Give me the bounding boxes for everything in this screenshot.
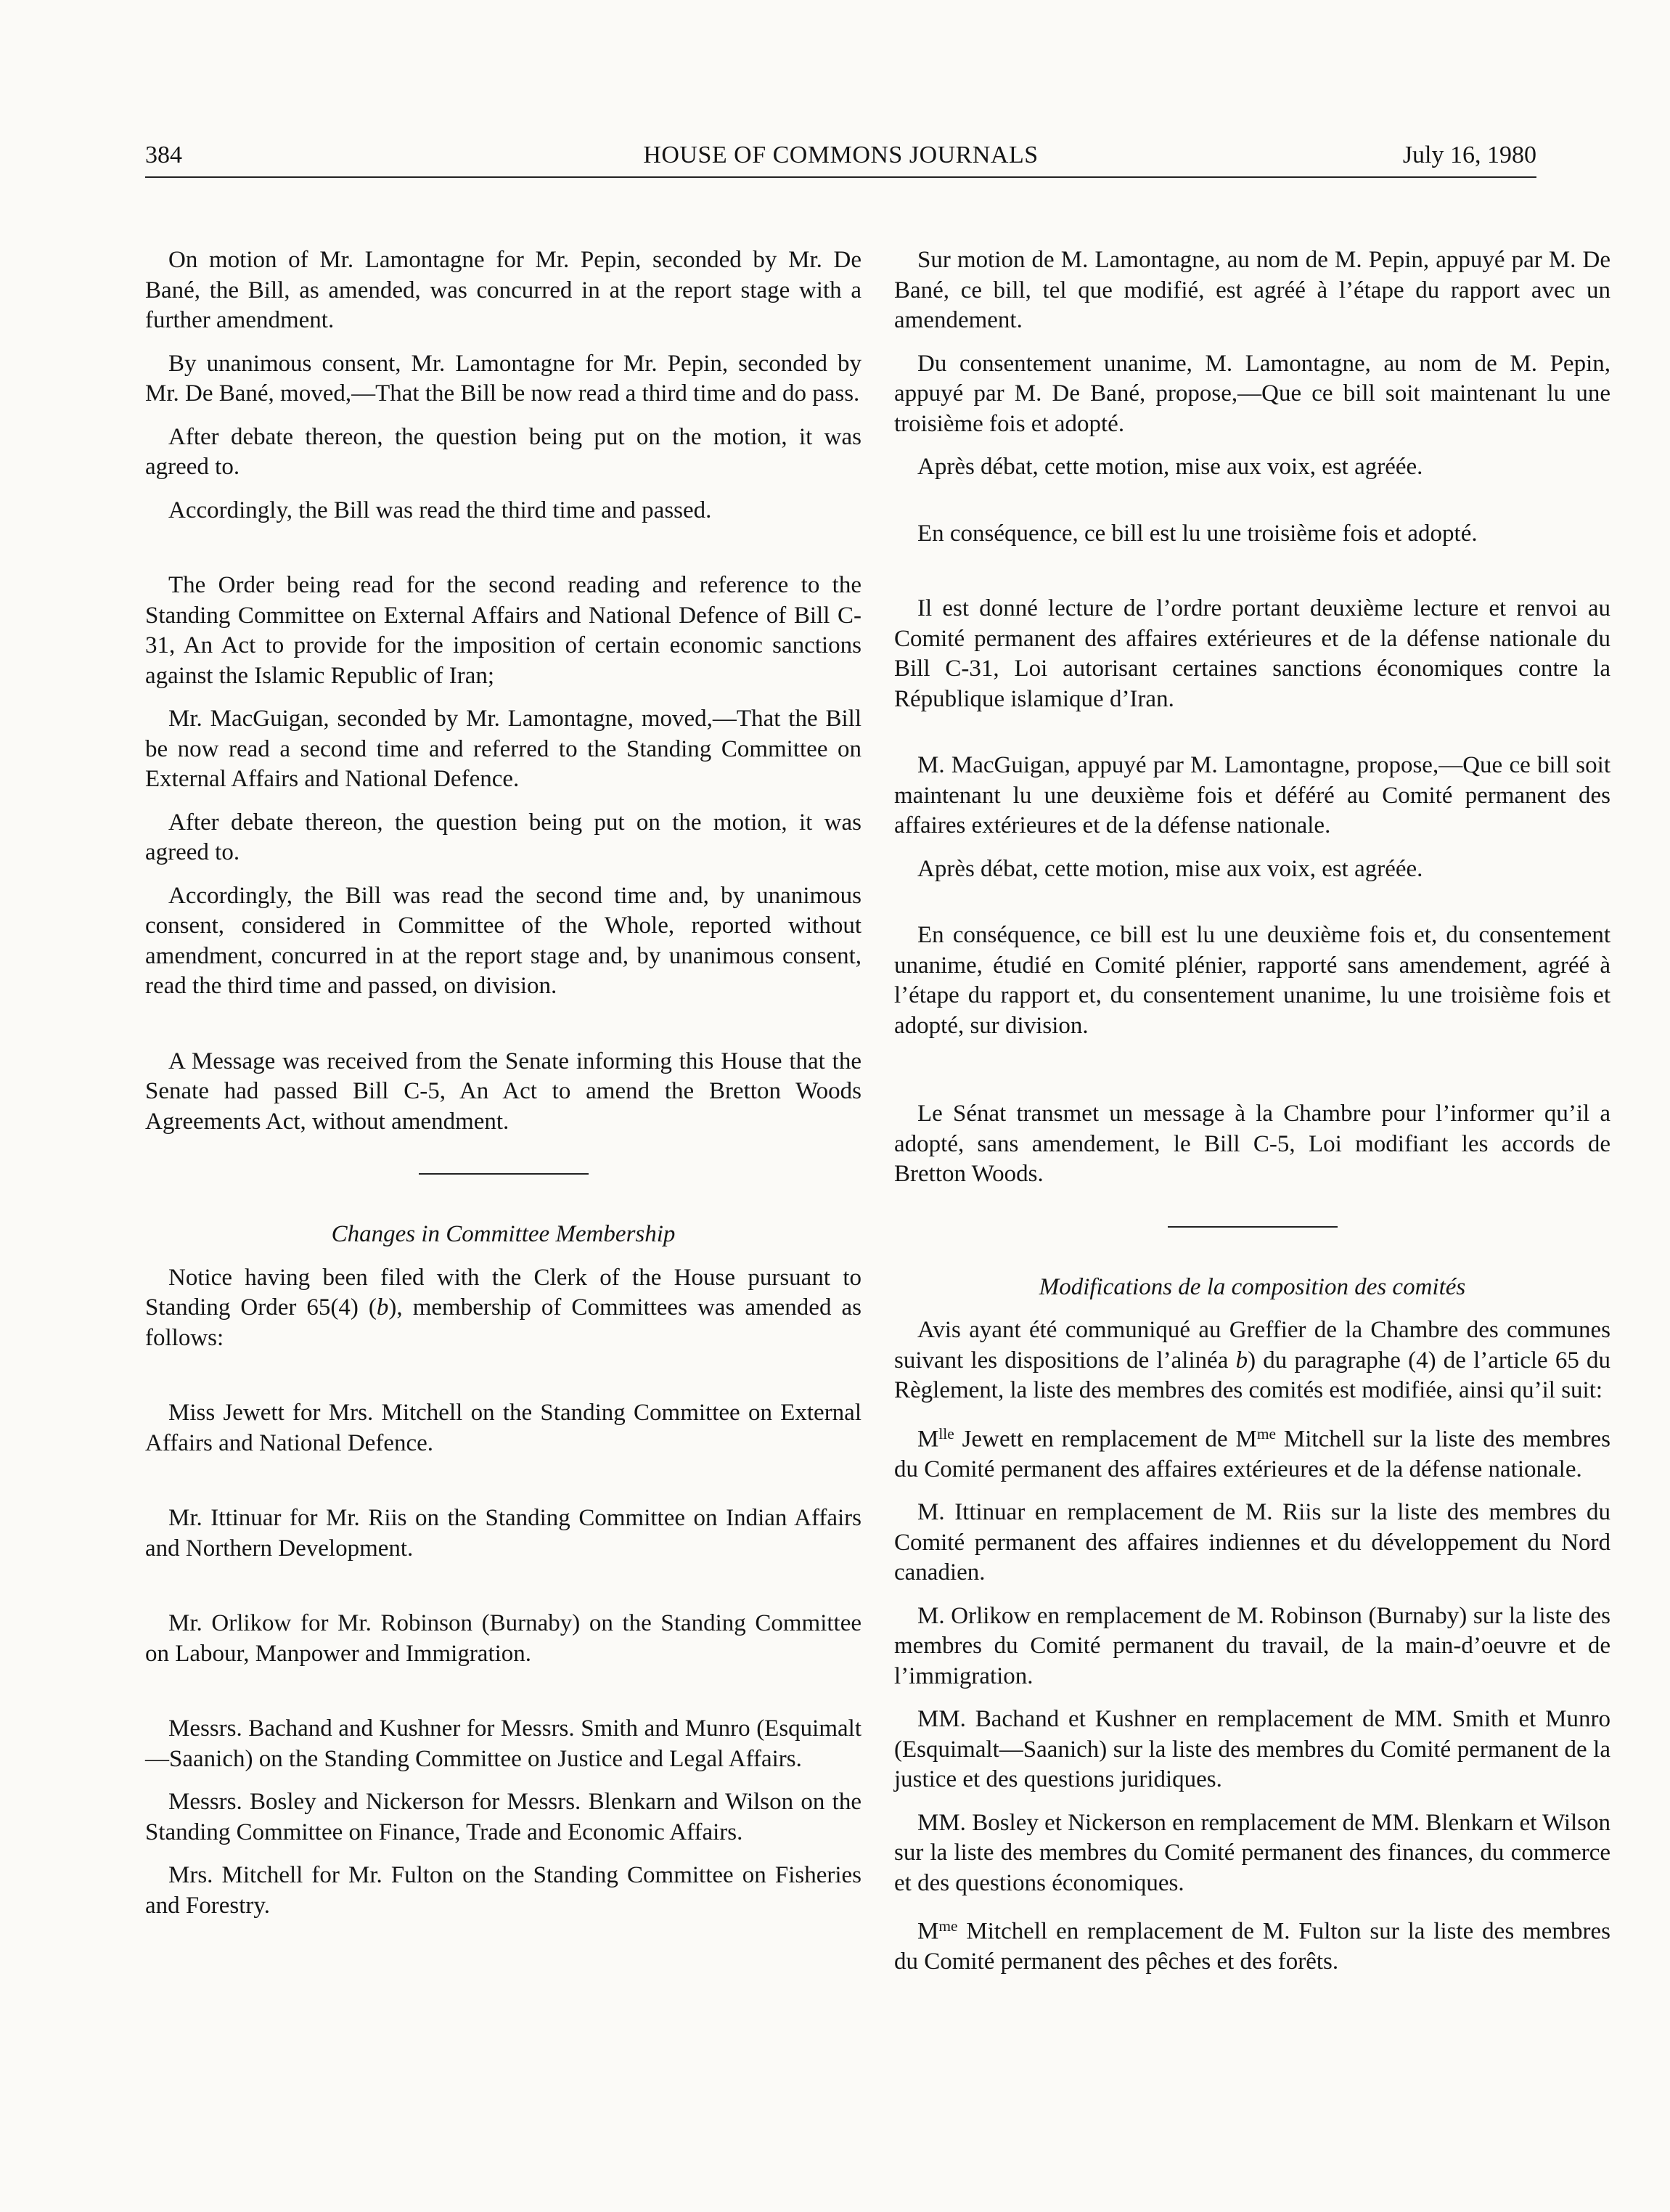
journal-title: HOUSE OF COMMONS JOURNALS [643, 142, 1039, 168]
fr-paragraph-9: Le Sénat transmet un message à la Chambre pour l’informer qu’il a adopté, sans amendement, le Bill C-5, Loi modifiant les accords de Bretton Woods. [894, 1101, 1610, 1187]
en-section-heading: Changes in Committee Membership [331, 1221, 676, 1247]
en-change-3: Mr. Orlikow for Mr. Robinson (Burnaby) on the Standing Committee on Labour, Manpower and Immigration. [145, 1610, 861, 1667]
fr-change-1: $M^{lle}$ Jewett en remplacement de $M^{me}$ Mitchell sur la liste des membres du Comité permanent des affaires extérieures et de la défense nationale. [894, 1424, 1611, 1482]
en-notice: Notice having been filed with the Clerk of the House pursuant to Standing Order 65(4) (b), membership of Committees was amended as follows: [145, 1264, 861, 1351]
fr-paragraph-1: Sur motion de M. Lamontagne, au nom de M. Pepin, appuyé par M. De Bané, ce bill, tel que modifié, est agréé à l’étape du rapport avec un amendement. [894, 247, 1610, 333]
fr-paragraph-7: Après débat, cette motion, mise aux voix, est agréée. [917, 855, 1423, 882]
fr-paragraph-8: En conséquence, ce bill est lu une deuxième fois et, du consentement unanime, étudié en Comité plénier, rapporté sans amendement, agréé à l’étape du rapport et, du consentement unanime, lu une troisième fois et adopté, sur division. [894, 922, 1610, 1039]
en-paragraph-8: Accordingly, the Bill was read the second time and, by unanimous consent, considered in Committee of the Whole, reported without amendment, concurred in at the report stage and, by unanimous consent, read the third time and passed, on division. [145, 882, 861, 999]
fr-change-2: M. Ittinuar en remplacement de M. Riis sur la liste des membres du Comité permanent des affaires indiennes et du développement du Nord canadien. [894, 1499, 1610, 1586]
en-change-6: Mrs. Mitchell for Mr. Fulton on the Standing Committee on Fisheries and Forestry. [145, 1862, 861, 1919]
en-change-2: Mr. Ittinuar for Mr. Riis on the Standing Committee on Indian Affairs and Northern Development. [145, 1505, 861, 1562]
en-paragraph-2: By unanimous consent, Mr. Lamontagne for Mr. Pepin, seconded by Mr. De Bané, moved,—That the Bill be now read a third time and do pass. [145, 350, 861, 407]
header-rule [145, 176, 1536, 178]
en-paragraph-5: The Order being read for the second reading and reference to the Standing Committee on External Affairs and National Defence of Bill C-31, An Act to provide for the imposition of certain economic sanctions against the Islamic Republic of Iran; [145, 572, 861, 689]
en-paragraph-1: On motion of Mr. Lamontagne for Mr. Pepin, seconded by Mr. De Bané, the Bill, as amended, was concurred in at the report stage with a further amendment. [145, 247, 861, 333]
journal-date: July 16, 1980 [1402, 142, 1536, 168]
en-change-1: Miss Jewett for Mrs. Mitchell on the Standing Committee on External Affairs and National Defence. [145, 1400, 861, 1456]
english-column [145, 245, 861, 1934]
french-column [894, 245, 1610, 1991]
fr-change-3: M. Orlikow en remplacement de M. Robinson (Burnaby) sur la liste des membres du Comité permanent du travail, de la main-d’oeuvre et de l’immigration. [894, 1602, 1610, 1689]
fr-paragraph-6: M. MacGuigan, appuyé par M. Lamontagne, propose,—Que ce bill soit maintenant lu une deuxième fois et déféré au Comité permanent des affaires extérieures et de la défense nationale. [894, 752, 1610, 838]
en-paragraph-3: After debate thereon, the question being put on the motion, it was agreed to. [145, 423, 861, 480]
fr-change-4: MM. Bachand et Kushner en remplacement de MM. Smith et Munro (Esquimalt—Saanich) sur la liste des membres du Comité permanent de la justice et des questions juridiques. [894, 1706, 1610, 1793]
page-header [145, 141, 1536, 179]
fr-paragraph-2: Du consentement unanime, M. Lamontagne, au nom de M. Pepin, appuyé par M. De Bané, propose,—Que ce bill soit maintenant lu une troisième fois et adopté. [894, 350, 1610, 437]
fr-paragraph-4: En conséquence, ce bill est lu une troisième fois et adopté. [917, 520, 1478, 547]
fr-change-6: $M^{me}$ Mitchell en remplacement de M. Fulton sur la liste des membres du Comité permanent des pêches et des forêts. [894, 1917, 1610, 1975]
fr-notice: Avis ayant été communiqué au Greffier de la Chambre des communes suivant les dispositions de l’alinéa b) du paragraphe (4) de l’article 65 du Règlement, la liste des membres des comités est modifiée, ainsi qu’il suit: [894, 1317, 1610, 1403]
fr-paragraph-5: Il est donné lecture de l’ordre portant deuxième lecture et renvoi au Comité permanent des affaires extérieures et de la défense nationale du Bill C-31, Loi autorisant certaines sanctions économiques contre la République islamique d’Iran. [894, 595, 1610, 712]
en-change-5: Messrs. Bosley and Nickerson for Messrs. Blenkarn and Wilson on the Standing Committee on Finance, Trade and Economic Affairs. [145, 1789, 861, 1845]
en-paragraph-6: Mr. MacGuigan, seconded by Mr. Lamontagne, moved,—That the Bill be now read a second time and referred to the Standing Committee on External Affairs and National Defence. [145, 706, 861, 792]
fr-change-5: MM. Bosley et Nickerson en remplacement de MM. Blenkarn et Wilson sur la liste des membres du Comité permanent des finances, du commerce et des questions économiques. [894, 1809, 1610, 1896]
en-paragraph-9: A Message was received from the Senate informing this House that the Senate had passed Bill C-5, An Act to amend the Bretton Woods Agreements Act, without amendment. [145, 1048, 861, 1135]
page-number: 384 [145, 142, 182, 168]
en-paragraph-4: Accordingly, the Bill was read the third time and passed. [168, 497, 712, 523]
fr-paragraph-3: Après débat, cette motion, mise aux voix, est agréée. [917, 454, 1423, 480]
en-change-4: Messrs. Bachand and Kushner for Messrs. Smith and Munro (Esquimalt—Saanich) on the Standing Committee on Justice and Legal Affairs. [145, 1715, 861, 1772]
en-paragraph-7: After debate thereon, the question being put on the motion, it was agreed to. [145, 809, 861, 865]
fr-section-heading: Modifications de la composition des comités [1039, 1273, 1466, 1300]
